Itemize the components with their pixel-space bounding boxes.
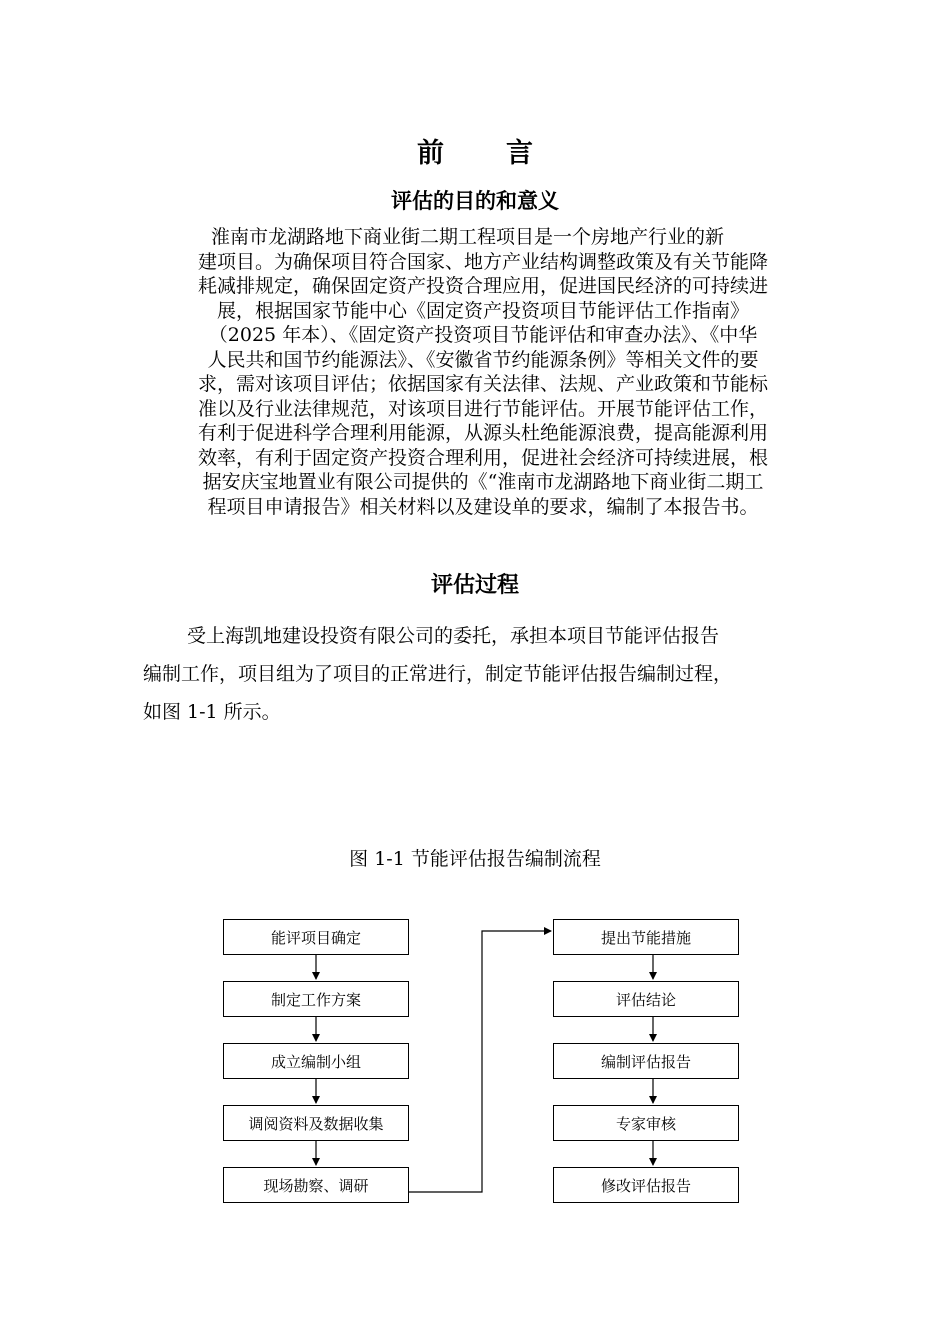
title-char-2: 言	[506, 138, 533, 169]
paragraph-line: 展，根据国家节能中心《固定资产投资项目节能评估工作指南》	[216, 299, 749, 322]
flow-step-left-1: 能评项目确定	[223, 919, 409, 955]
flow-step-right-1: 提出节能措施	[553, 919, 739, 955]
section-heading-purpose: 评估的目的和意义	[391, 188, 559, 213]
paragraph-line: 如图 1-1 所示。	[143, 701, 281, 723]
flow-step-left-4: 调阅资料及数据收集	[223, 1105, 409, 1141]
flow-step-left-5: 现场勘察、调研	[223, 1167, 409, 1203]
flow-step-right-5: 修改评估报告	[553, 1167, 739, 1203]
paragraph-line: 耗减排规定，确保固定资产投资合理应用，促进国民经济的可持续进	[197, 275, 768, 297]
paragraph-line: 据安庆宝地置业有限公司提供的《“淮南市龙湖路地下商业街二期工	[202, 471, 764, 493]
paragraph-line: 有利于促进科学合理利用能源，从源头杜绝能源浪费，提高能源利用	[197, 422, 768, 444]
paragraph-line: 求，需对该项目评估；依据国家有关法律、法规、产业政策和节能标	[197, 373, 768, 395]
paragraph-line: 准以及行业法律规范，对该项目进行节能评估。开展节能评估工作，	[197, 397, 768, 420]
section-heading-process: 评估过程	[430, 572, 519, 598]
paragraph-line: 效率，有利于固定资产投资合理利用，促进社会经济可持续进展，根	[197, 446, 768, 469]
paragraph-line: 人民共和国节约能源法》、《安徽省节约能源条例》等相关文件的要	[207, 348, 759, 371]
figure-caption: 图 1-1 节能评估报告编制流程	[349, 848, 601, 870]
title-char-1: 前	[417, 138, 444, 169]
flow-step-left-3: 成立编制小组	[223, 1043, 409, 1079]
paragraph-line: 编制工作，项目组为了项目的正常进行，制定节能评估报告编制过程，	[143, 663, 733, 685]
paragraph-line: 建项目。为确保项目符合国家、地方产业结构调整政策及有关节能降	[197, 250, 768, 273]
arrow-connector	[409, 931, 551, 1192]
flow-step-right-4: 专家审核	[553, 1105, 739, 1141]
paragraph-line: 淮南市龙湖路地下商业街二期工程项目是一个房地产行业的新	[211, 226, 725, 248]
flow-step-right-3: 编制评估报告	[553, 1043, 739, 1079]
paragraph-line: （2025 年本）、《固定资产投资项目节能评估和审查办法》、《中华	[208, 324, 758, 346]
paragraph-line: 程项目申请报告》相关材料以及建设单的要求，编制了本报告书。	[207, 495, 759, 518]
paragraph-line: 受上海凯地建设投资有限公司的委托，承担本项目节能评估报告	[187, 625, 720, 647]
flow-step-left-2: 制定工作方案	[223, 981, 409, 1017]
flow-step-right-2: 评估结论	[553, 981, 739, 1017]
